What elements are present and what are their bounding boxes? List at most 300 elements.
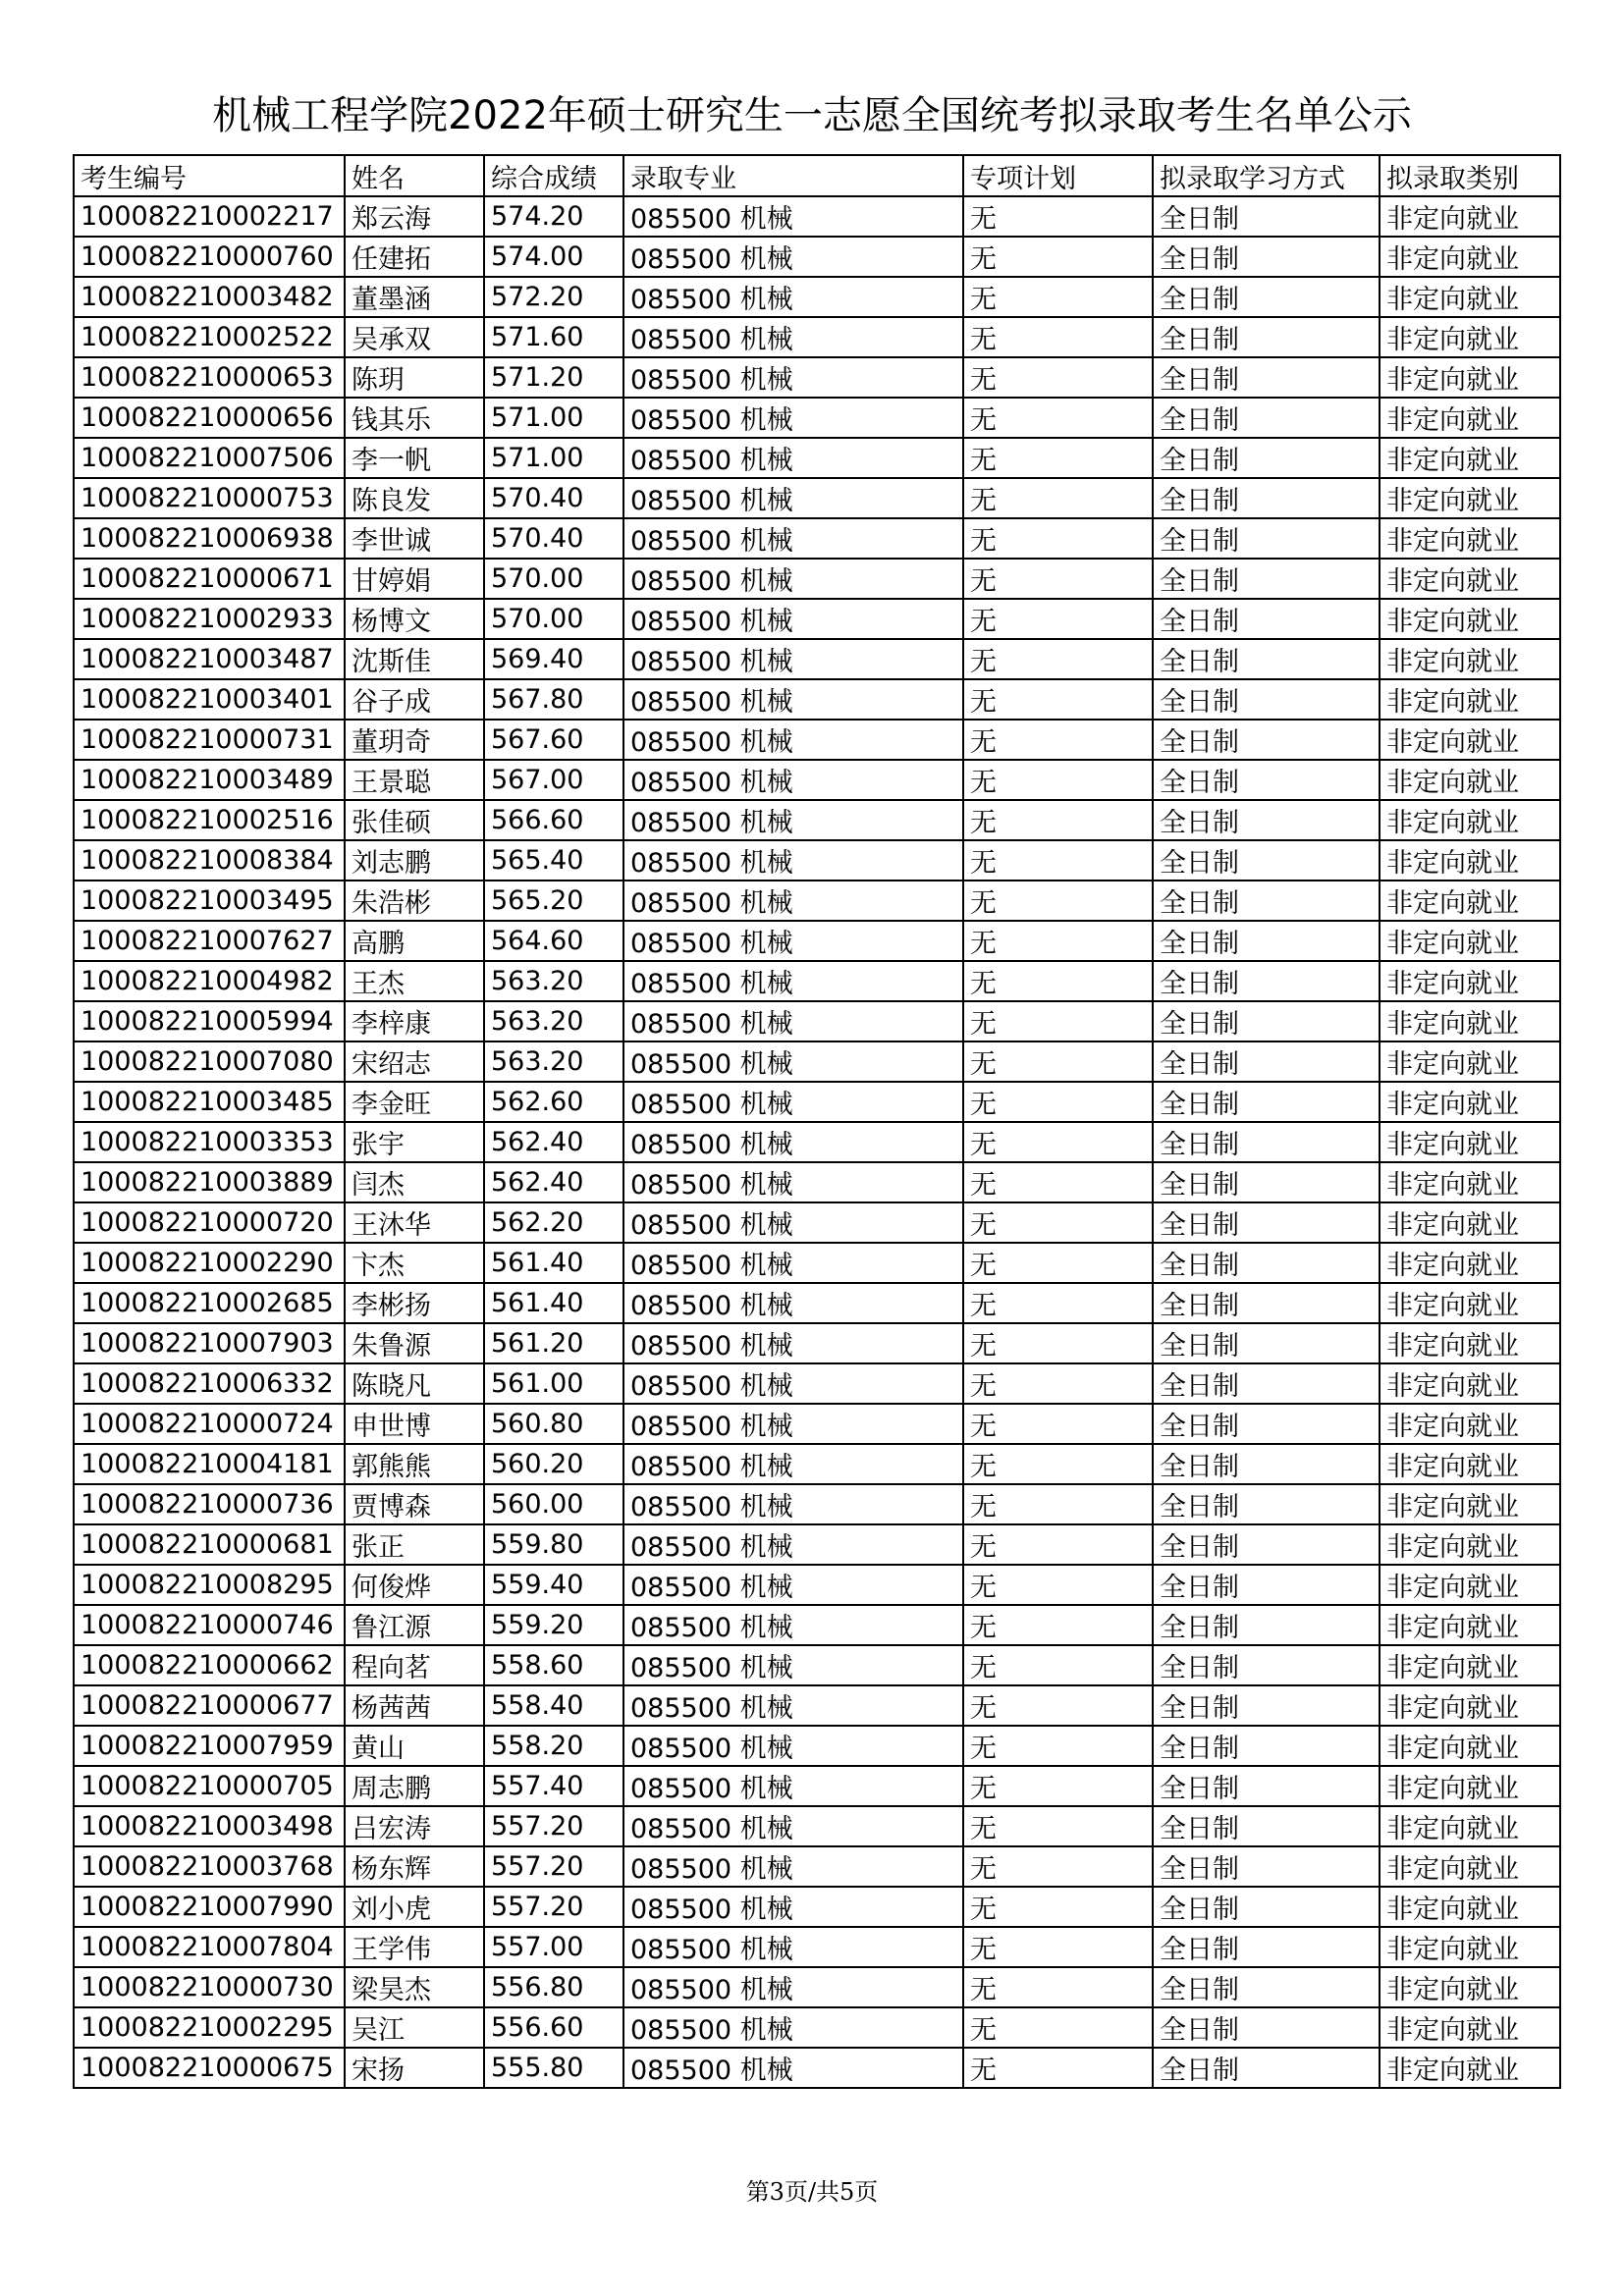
special-plan-cell: 无 — [963, 1484, 1153, 1524]
table-header-row — [74, 155, 1560, 196]
major-cell: 085500 机械 — [623, 237, 963, 277]
name-cell: 贾博森 — [345, 1484, 484, 1524]
study-mode-cell: 全日制 — [1153, 1524, 1380, 1565]
special-plan-cell: 无 — [963, 921, 1153, 961]
major-cell: 085500 机械 — [623, 800, 963, 840]
score-cell: 567.00 — [484, 760, 623, 800]
study-mode-cell: 全日制 — [1153, 559, 1380, 599]
table-row — [74, 2048, 1560, 2088]
candidate-id-cell: 100082210007903 — [74, 1323, 345, 1363]
candidate-id-cell: 100082210007506 — [74, 438, 345, 478]
column-header-candidate-id: 考生编号 — [74, 155, 345, 196]
special-plan-cell: 无 — [963, 1162, 1153, 1202]
admission-type-cell: 非定向就业 — [1380, 1565, 1560, 1605]
score-cell: 561.20 — [484, 1323, 623, 1363]
admission-type-cell: 非定向就业 — [1380, 1283, 1560, 1323]
table-row — [74, 196, 1560, 237]
score-cell: 557.00 — [484, 1927, 623, 1967]
special-plan-cell: 无 — [963, 840, 1153, 881]
major-cell: 085500 机械 — [623, 1484, 963, 1524]
name-cell: 王景聪 — [345, 760, 484, 800]
major-cell: 085500 机械 — [623, 599, 963, 639]
name-cell: 陈良发 — [345, 478, 484, 518]
major-cell: 085500 机械 — [623, 478, 963, 518]
admission-type-cell: 非定向就业 — [1380, 237, 1560, 277]
table-row — [74, 478, 1560, 518]
page-number: 第3页/共5页 — [745, 2178, 879, 2206]
study-mode-cell: 全日制 — [1153, 1041, 1380, 1082]
special-plan-cell: 无 — [963, 277, 1153, 317]
major-cell: 085500 机械 — [623, 277, 963, 317]
study-mode-cell: 全日制 — [1153, 1323, 1380, 1363]
candidate-id-cell: 100082210003401 — [74, 679, 345, 720]
major-cell: 085500 机械 — [623, 1404, 963, 1444]
candidate-id-cell: 100082210003495 — [74, 881, 345, 921]
table-row — [74, 1685, 1560, 1726]
name-cell: 张宇 — [345, 1122, 484, 1162]
major-cell: 085500 机械 — [623, 398, 963, 438]
score-cell: 559.80 — [484, 1524, 623, 1565]
special-plan-cell: 无 — [963, 1766, 1153, 1806]
major-cell: 085500 机械 — [623, 720, 963, 760]
admission-type-cell: 非定向就业 — [1380, 1363, 1560, 1404]
admission-type-cell: 非定向就业 — [1380, 1243, 1560, 1283]
admission-type-cell: 非定向就业 — [1380, 1323, 1560, 1363]
study-mode-cell: 全日制 — [1153, 1887, 1380, 1927]
special-plan-cell: 无 — [963, 357, 1153, 398]
admission-type-cell: 非定向就业 — [1380, 961, 1560, 1001]
score-cell: 567.80 — [484, 679, 623, 720]
admission-type-cell: 非定向就业 — [1380, 599, 1560, 639]
candidate-id-cell: 100082210000677 — [74, 1685, 345, 1726]
study-mode-cell: 全日制 — [1153, 1162, 1380, 1202]
score-cell: 560.20 — [484, 1444, 623, 1484]
special-plan-cell: 无 — [963, 237, 1153, 277]
special-plan-cell: 无 — [963, 1726, 1153, 1766]
candidate-id-cell: 100082210003498 — [74, 1806, 345, 1846]
special-plan-cell: 无 — [963, 800, 1153, 840]
study-mode-cell: 全日制 — [1153, 1806, 1380, 1846]
candidate-id-cell: 100082210002516 — [74, 800, 345, 840]
name-cell: 陈玥 — [345, 357, 484, 398]
table-row — [74, 1202, 1560, 1243]
admission-type-cell: 非定向就业 — [1380, 559, 1560, 599]
special-plan-cell: 无 — [963, 679, 1153, 720]
special-plan-cell: 无 — [963, 1927, 1153, 1967]
special-plan-cell: 无 — [963, 1082, 1153, 1122]
score-cell: 565.40 — [484, 840, 623, 881]
score-cell: 574.20 — [484, 196, 623, 237]
admission-type-cell: 非定向就业 — [1380, 398, 1560, 438]
table-row — [74, 1082, 1560, 1122]
name-cell: 董玥奇 — [345, 720, 484, 760]
major-cell: 085500 机械 — [623, 1685, 963, 1726]
major-cell: 085500 机械 — [623, 1565, 963, 1605]
study-mode-cell: 全日制 — [1153, 840, 1380, 881]
score-cell: 562.40 — [484, 1162, 623, 1202]
study-mode-cell: 全日制 — [1153, 1766, 1380, 1806]
study-mode-cell: 全日制 — [1153, 599, 1380, 639]
candidate-id-cell: 100082210003489 — [74, 760, 345, 800]
study-mode-cell: 全日制 — [1153, 1404, 1380, 1444]
table-row — [74, 1404, 1560, 1444]
name-cell: 王学伟 — [345, 1927, 484, 1967]
score-cell: 557.40 — [484, 1766, 623, 1806]
candidate-id-cell: 100082210000675 — [74, 2048, 345, 2088]
study-mode-cell: 全日制 — [1153, 1645, 1380, 1685]
score-cell: 570.40 — [484, 518, 623, 559]
name-cell: 程向茗 — [345, 1645, 484, 1685]
score-cell: 556.80 — [484, 1967, 623, 2007]
admission-type-cell: 非定向就业 — [1380, 1846, 1560, 1887]
major-cell: 085500 机械 — [623, 1967, 963, 2007]
major-cell: 085500 机械 — [623, 357, 963, 398]
special-plan-cell: 无 — [963, 1202, 1153, 1243]
study-mode-cell: 全日制 — [1153, 1605, 1380, 1645]
admission-type-cell: 非定向就业 — [1380, 1484, 1560, 1524]
study-mode-cell: 全日制 — [1153, 1685, 1380, 1726]
table-row — [74, 1927, 1560, 1967]
table-row — [74, 277, 1560, 317]
name-cell: 张正 — [345, 1524, 484, 1565]
score-cell: 562.20 — [484, 1202, 623, 1243]
study-mode-cell: 全日制 — [1153, 1846, 1380, 1887]
score-cell: 572.20 — [484, 277, 623, 317]
major-cell: 085500 机械 — [623, 1202, 963, 1243]
major-cell: 085500 机械 — [623, 881, 963, 921]
name-cell: 任建拓 — [345, 237, 484, 277]
score-cell: 563.20 — [484, 1041, 623, 1082]
table-row — [74, 1846, 1560, 1887]
name-cell: 李一帆 — [345, 438, 484, 478]
study-mode-cell: 全日制 — [1153, 1001, 1380, 1041]
candidate-id-cell: 100082210000671 — [74, 559, 345, 599]
admission-type-cell: 非定向就业 — [1380, 1605, 1560, 1645]
name-cell: 朱浩彬 — [345, 881, 484, 921]
admission-type-cell: 非定向就业 — [1380, 1122, 1560, 1162]
admission-type-cell: 非定向就业 — [1380, 1041, 1560, 1082]
candidate-id-cell: 100082210006332 — [74, 1363, 345, 1404]
major-cell: 085500 机械 — [623, 2007, 963, 2048]
score-cell: 570.00 — [484, 599, 623, 639]
table-row — [74, 961, 1560, 1001]
major-cell: 085500 机械 — [623, 1041, 963, 1082]
table-row — [74, 518, 1560, 559]
table-row — [74, 639, 1560, 679]
study-mode-cell: 全日制 — [1153, 357, 1380, 398]
admission-type-cell: 非定向就业 — [1380, 1967, 1560, 2007]
score-cell: 562.60 — [484, 1082, 623, 1122]
table-row — [74, 2007, 1560, 2048]
study-mode-cell: 全日制 — [1153, 478, 1380, 518]
special-plan-cell: 无 — [963, 1645, 1153, 1685]
table-row — [74, 237, 1560, 277]
admission-type-cell: 非定向就业 — [1380, 1726, 1560, 1766]
candidate-id-cell: 100082210008295 — [74, 1565, 345, 1605]
candidate-id-cell: 100082210000760 — [74, 237, 345, 277]
score-cell: 566.60 — [484, 800, 623, 840]
candidate-id-cell: 100082210005994 — [74, 1001, 345, 1041]
table-row — [74, 840, 1560, 881]
study-mode-cell: 全日制 — [1153, 317, 1380, 357]
score-cell: 574.00 — [484, 237, 623, 277]
special-plan-cell: 无 — [963, 599, 1153, 639]
table-row — [74, 1605, 1560, 1645]
special-plan-cell: 无 — [963, 196, 1153, 237]
candidate-id-cell: 100082210000705 — [74, 1766, 345, 1806]
major-cell: 085500 机械 — [623, 1846, 963, 1887]
score-cell: 569.40 — [484, 639, 623, 679]
major-cell: 085500 机械 — [623, 2048, 963, 2088]
admission-type-cell: 非定向就业 — [1380, 1645, 1560, 1685]
name-cell: 杨东辉 — [345, 1846, 484, 1887]
name-cell: 杨茜茜 — [345, 1685, 484, 1726]
table-row — [74, 317, 1560, 357]
admission-type-cell: 非定向就业 — [1380, 1524, 1560, 1565]
candidate-id-cell: 100082210000753 — [74, 478, 345, 518]
table-row — [74, 1967, 1560, 2007]
major-cell: 085500 机械 — [623, 1605, 963, 1645]
name-cell: 郭熊熊 — [345, 1444, 484, 1484]
study-mode-cell: 全日制 — [1153, 881, 1380, 921]
admission-type-cell: 非定向就业 — [1380, 317, 1560, 357]
name-cell: 梁昊杰 — [345, 1967, 484, 2007]
table-row — [74, 1363, 1560, 1404]
admission-type-cell: 非定向就业 — [1380, 1766, 1560, 1806]
admission-type-cell: 非定向就业 — [1380, 1202, 1560, 1243]
major-cell: 085500 机械 — [623, 518, 963, 559]
admission-type-cell: 非定向就业 — [1380, 720, 1560, 760]
candidate-id-cell: 100082210002933 — [74, 599, 345, 639]
name-cell: 陈晓凡 — [345, 1363, 484, 1404]
special-plan-cell: 无 — [963, 1323, 1153, 1363]
candidate-id-cell: 100082210003889 — [74, 1162, 345, 1202]
major-cell: 085500 机械 — [623, 639, 963, 679]
major-cell: 085500 机械 — [623, 317, 963, 357]
candidate-id-cell: 100082210000736 — [74, 1484, 345, 1524]
name-cell: 甘婷娟 — [345, 559, 484, 599]
admission-type-cell: 非定向就业 — [1380, 2048, 1560, 2088]
candidate-id-cell: 100082210003485 — [74, 1082, 345, 1122]
major-cell: 085500 机械 — [623, 1887, 963, 1927]
page-title: 机械工程学院2022年硕士研究生一志愿全国统考拟录取考生名单公示 — [212, 93, 1412, 138]
table-row — [74, 1001, 1560, 1041]
name-cell: 王杰 — [345, 961, 484, 1001]
special-plan-cell: 无 — [963, 1041, 1153, 1082]
name-cell: 高鹏 — [345, 921, 484, 961]
table-row — [74, 1162, 1560, 1202]
table-row — [74, 1283, 1560, 1323]
major-cell: 085500 机械 — [623, 438, 963, 478]
score-cell: 560.00 — [484, 1484, 623, 1524]
table-row — [74, 1122, 1560, 1162]
major-cell: 085500 机械 — [623, 559, 963, 599]
study-mode-cell: 全日制 — [1153, 2048, 1380, 2088]
study-mode-cell: 全日制 — [1153, 1444, 1380, 1484]
table-row — [74, 1806, 1560, 1846]
candidate-id-cell: 100082210002290 — [74, 1243, 345, 1283]
name-cell: 张佳硕 — [345, 800, 484, 840]
study-mode-cell: 全日制 — [1153, 1967, 1380, 2007]
special-plan-cell: 无 — [963, 1887, 1153, 1927]
score-cell: 558.60 — [484, 1645, 623, 1685]
table-row — [74, 1484, 1560, 1524]
name-cell: 周志鹏 — [345, 1766, 484, 1806]
study-mode-cell: 全日制 — [1153, 1726, 1380, 1766]
major-cell: 085500 机械 — [623, 760, 963, 800]
major-cell: 085500 机械 — [623, 196, 963, 237]
table-row — [74, 1041, 1560, 1082]
table-row — [74, 357, 1560, 398]
major-cell: 085500 机械 — [623, 1001, 963, 1041]
major-cell: 085500 机械 — [623, 1162, 963, 1202]
special-plan-cell: 无 — [963, 1283, 1153, 1323]
major-cell: 085500 机械 — [623, 840, 963, 881]
table-row — [74, 881, 1560, 921]
name-cell: 董墨涵 — [345, 277, 484, 317]
name-cell: 卞杰 — [345, 1243, 484, 1283]
admission-type-cell: 非定向就业 — [1380, 1162, 1560, 1202]
score-cell: 570.40 — [484, 478, 623, 518]
admission-type-cell: 非定向就业 — [1380, 1001, 1560, 1041]
table-row — [74, 1766, 1560, 1806]
table-row — [74, 1887, 1560, 1927]
admission-type-cell: 非定向就业 — [1380, 2007, 1560, 2048]
study-mode-cell: 全日制 — [1153, 1082, 1380, 1122]
admission-type-cell: 非定向就业 — [1380, 840, 1560, 881]
special-plan-cell: 无 — [963, 317, 1153, 357]
special-plan-cell: 无 — [963, 1605, 1153, 1645]
special-plan-cell: 无 — [963, 1685, 1153, 1726]
column-header-special-plan: 专项计划 — [963, 155, 1153, 196]
score-cell: 571.60 — [484, 317, 623, 357]
score-cell: 557.20 — [484, 1806, 623, 1846]
name-cell: 吕宏涛 — [345, 1806, 484, 1846]
table-body — [74, 196, 1560, 2088]
table-row — [74, 1726, 1560, 1766]
study-mode-cell: 全日制 — [1153, 760, 1380, 800]
special-plan-cell: 无 — [963, 1122, 1153, 1162]
special-plan-cell: 无 — [963, 559, 1153, 599]
candidate-id-cell: 100082210002217 — [74, 196, 345, 237]
candidate-id-cell: 100082210000731 — [74, 720, 345, 760]
table-row — [74, 679, 1560, 720]
candidate-id-cell: 100082210007990 — [74, 1887, 345, 1927]
score-cell: 571.00 — [484, 398, 623, 438]
special-plan-cell: 无 — [963, 720, 1153, 760]
study-mode-cell: 全日制 — [1153, 1565, 1380, 1605]
score-cell: 564.60 — [484, 921, 623, 961]
major-cell: 085500 机械 — [623, 1363, 963, 1404]
major-cell: 085500 机械 — [623, 1243, 963, 1283]
candidate-id-cell: 100082210007627 — [74, 921, 345, 961]
special-plan-cell: 无 — [963, 1846, 1153, 1887]
candidate-id-cell: 100082210000681 — [74, 1524, 345, 1565]
special-plan-cell: 无 — [963, 1001, 1153, 1041]
study-mode-cell: 全日制 — [1153, 196, 1380, 237]
major-cell: 085500 机械 — [623, 1323, 963, 1363]
study-mode-cell: 全日制 — [1153, 921, 1380, 961]
score-cell: 558.40 — [484, 1685, 623, 1726]
admission-type-cell: 非定向就业 — [1380, 478, 1560, 518]
candidate-id-cell: 100082210003482 — [74, 277, 345, 317]
study-mode-cell: 全日制 — [1153, 1122, 1380, 1162]
score-cell: 571.20 — [484, 357, 623, 398]
study-mode-cell: 全日制 — [1153, 1243, 1380, 1283]
table-row — [74, 398, 1560, 438]
score-cell: 561.00 — [484, 1363, 623, 1404]
special-plan-cell: 无 — [963, 760, 1153, 800]
special-plan-cell: 无 — [963, 518, 1153, 559]
study-mode-cell: 全日制 — [1153, 1283, 1380, 1323]
special-plan-cell: 无 — [963, 2048, 1153, 2088]
special-plan-cell: 无 — [963, 1967, 1153, 2007]
name-cell: 王沐华 — [345, 1202, 484, 1243]
table-row — [74, 1565, 1560, 1605]
study-mode-cell: 全日制 — [1153, 1484, 1380, 1524]
study-mode-cell: 全日制 — [1153, 237, 1380, 277]
major-cell: 085500 机械 — [623, 1806, 963, 1846]
candidate-id-cell: 100082210008384 — [74, 840, 345, 881]
study-mode-cell: 全日制 — [1153, 438, 1380, 478]
candidate-id-cell: 100082210004181 — [74, 1444, 345, 1484]
name-cell: 沈斯佳 — [345, 639, 484, 679]
admission-table — [73, 154, 1561, 2089]
name-cell: 钱其乐 — [345, 398, 484, 438]
major-cell: 085500 机械 — [623, 1283, 963, 1323]
major-cell: 085500 机械 — [623, 1645, 963, 1685]
candidate-id-cell: 100082210007959 — [74, 1726, 345, 1766]
special-plan-cell: 无 — [963, 961, 1153, 1001]
name-cell: 李世诚 — [345, 518, 484, 559]
major-cell: 085500 机械 — [623, 1082, 963, 1122]
score-cell: 560.80 — [484, 1404, 623, 1444]
table-row — [74, 800, 1560, 840]
table-row — [74, 1323, 1560, 1363]
table-row — [74, 1645, 1560, 1685]
table-row — [74, 720, 1560, 760]
table-row — [74, 760, 1560, 800]
special-plan-cell: 无 — [963, 1565, 1153, 1605]
study-mode-cell: 全日制 — [1153, 277, 1380, 317]
score-cell: 562.40 — [484, 1122, 623, 1162]
study-mode-cell: 全日制 — [1153, 961, 1380, 1001]
major-cell: 085500 机械 — [623, 921, 963, 961]
score-cell: 559.20 — [484, 1605, 623, 1645]
study-mode-cell: 全日制 — [1153, 518, 1380, 559]
score-cell: 557.20 — [484, 1887, 623, 1927]
study-mode-cell: 全日制 — [1153, 398, 1380, 438]
special-plan-cell: 无 — [963, 1524, 1153, 1565]
score-cell: 571.00 — [484, 438, 623, 478]
name-cell: 刘小虎 — [345, 1887, 484, 1927]
study-mode-cell: 全日制 — [1153, 679, 1380, 720]
admission-type-cell: 非定向就业 — [1380, 881, 1560, 921]
name-cell: 朱鲁源 — [345, 1323, 484, 1363]
admission-type-cell: 非定向就业 — [1380, 1444, 1560, 1484]
study-mode-cell: 全日制 — [1153, 800, 1380, 840]
special-plan-cell: 无 — [963, 478, 1153, 518]
table-row — [74, 921, 1560, 961]
special-plan-cell: 无 — [963, 438, 1153, 478]
name-cell: 杨博文 — [345, 599, 484, 639]
column-header-major: 录取专业 — [623, 155, 963, 196]
column-header-admission-type: 拟录取类别 — [1380, 155, 1560, 196]
admission-type-cell: 非定向就业 — [1380, 277, 1560, 317]
name-cell: 刘志鹏 — [345, 840, 484, 881]
table-row — [74, 1524, 1560, 1565]
major-cell: 085500 机械 — [623, 1524, 963, 1565]
